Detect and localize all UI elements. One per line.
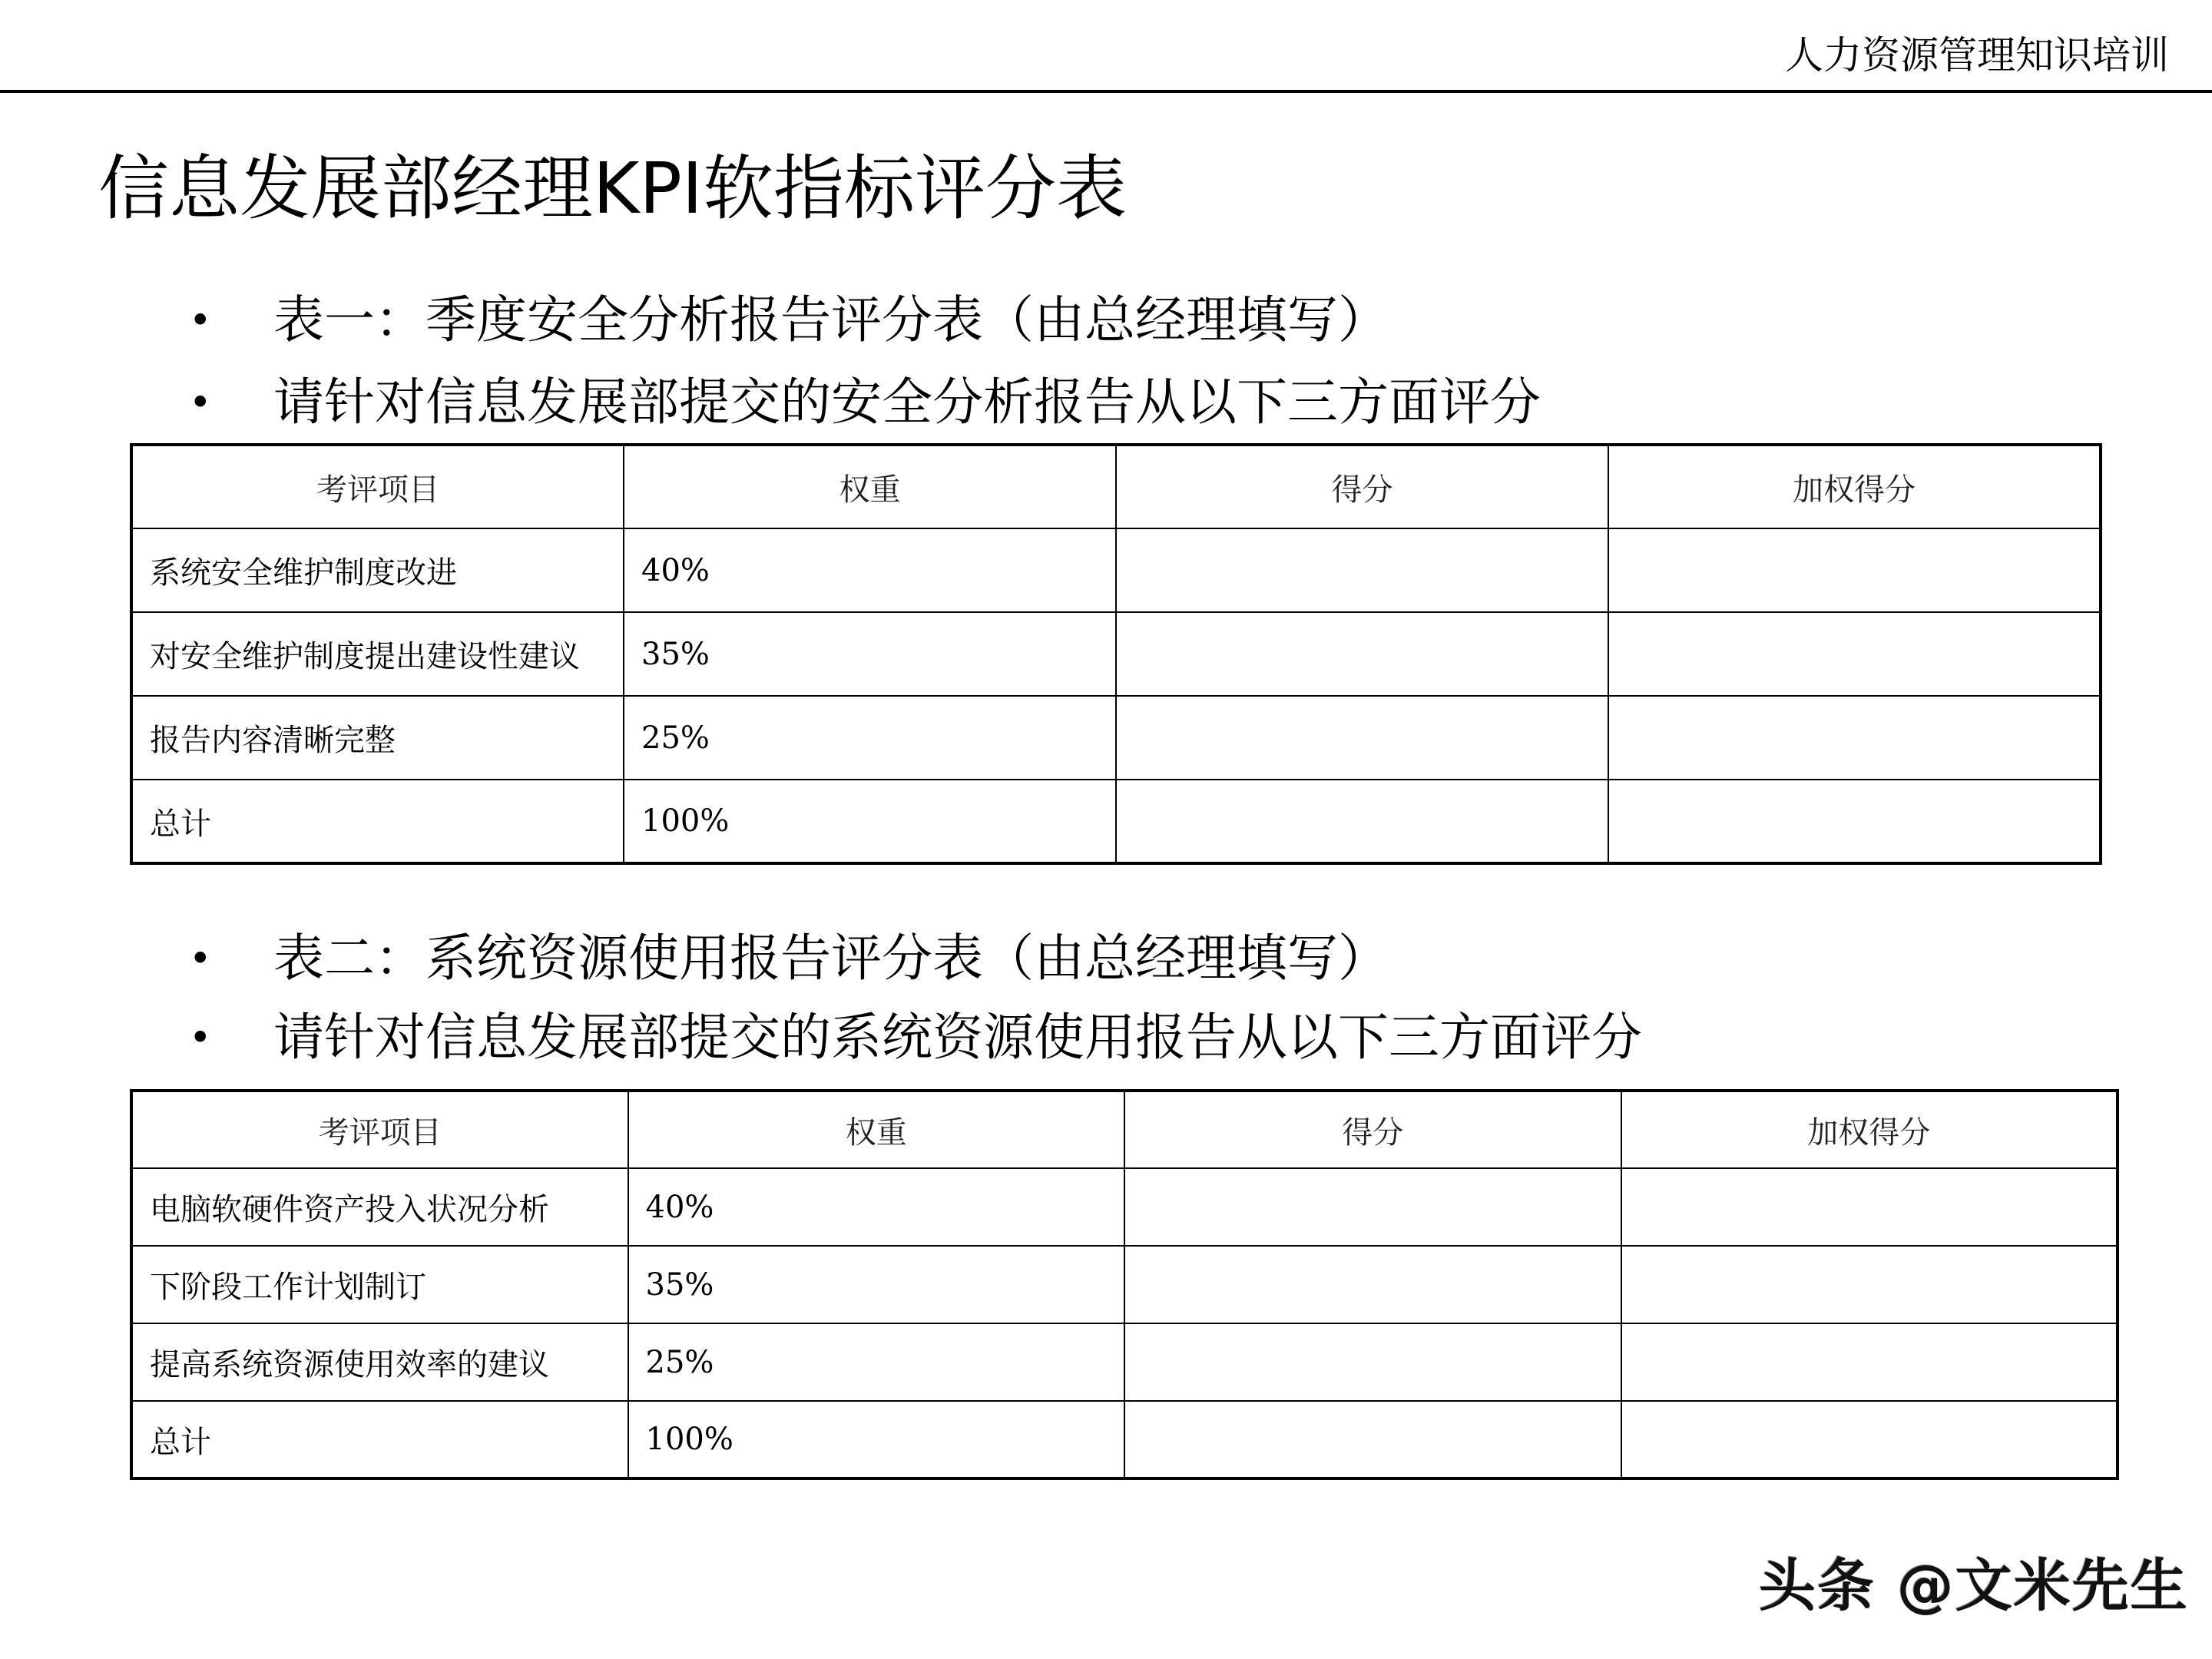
weighted-score-cell[interactable] — [1608, 780, 2101, 863]
item-cell: 提高系统资源使用效率的建议 — [131, 1323, 628, 1401]
score-cell[interactable] — [1124, 1323, 1621, 1401]
table-row — [131, 1323, 2118, 1401]
header-cell: 考评项目 — [131, 1091, 628, 1168]
score-cell[interactable] — [1116, 528, 1608, 612]
weighted-score-cell[interactable] — [1608, 528, 2101, 612]
header-cell: 权重 — [628, 1091, 1125, 1168]
item-cell: 总计 — [131, 1401, 628, 1479]
weighted-score-cell[interactable] — [1608, 696, 2101, 780]
security-report-score-table — [130, 443, 2102, 865]
header-cell: 加权得分 — [1608, 445, 2101, 528]
bullet-item: • 请针对信息发展部提交的安全分析报告从以下三方面评分 — [189, 372, 1541, 432]
score-cell[interactable] — [1116, 612, 1608, 696]
table-header-row — [131, 445, 2101, 528]
item-cell: 对安全维护制度提出建设性建议 — [131, 612, 624, 696]
course-header-title: 人力资源管理知识培训 — [1785, 33, 2169, 78]
weight-cell: 25% — [624, 696, 1116, 780]
header-cell: 得分 — [1116, 445, 1608, 528]
table-row — [131, 696, 2101, 780]
slide-title: 信息发展部经理KPI软指标评分表 — [98, 147, 1127, 230]
resource-report-score-table — [130, 1089, 2119, 1480]
weighted-score-cell[interactable] — [1621, 1246, 2118, 1323]
table-row — [131, 528, 2101, 612]
score-cell[interactable] — [1116, 780, 1608, 863]
bullet-icon: • — [189, 379, 212, 425]
weighted-score-cell[interactable] — [1621, 1323, 2118, 1401]
table-row — [131, 1246, 2118, 1323]
bullet-icon: • — [189, 1015, 212, 1060]
score-cell[interactable] — [1124, 1168, 1621, 1246]
weighted-score-cell[interactable] — [1608, 612, 2101, 696]
table-header-row — [131, 1091, 2118, 1168]
header-cell: 考评项目 — [131, 445, 624, 528]
table-total-row — [131, 1401, 2118, 1479]
weight-cell: 40% — [624, 528, 1116, 612]
weighted-score-cell[interactable] — [1621, 1168, 2118, 1246]
table-row — [131, 612, 2101, 696]
score-cell[interactable] — [1116, 696, 1608, 780]
header-divider — [0, 90, 2212, 93]
header-cell: 权重 — [624, 445, 1116, 528]
bullet-item: • 表一：季度安全分析报告评分表（由总经理填写） — [189, 290, 1389, 349]
weight-cell: 35% — [624, 612, 1116, 696]
item-cell: 电脑软硬件资产投入状况分析 — [131, 1168, 628, 1246]
item-cell: 下阶段工作计划制订 — [131, 1246, 628, 1323]
bullet-item: • 表二：系统资源使用报告评分表（由总经理填写） — [189, 928, 1389, 988]
weighted-score-cell[interactable] — [1621, 1401, 2118, 1479]
weight-cell: 25% — [628, 1323, 1125, 1401]
header-cell: 得分 — [1124, 1091, 1621, 1168]
item-cell: 报告内容清晰完整 — [131, 696, 624, 780]
table-total-row — [131, 780, 2101, 863]
bullet-icon: • — [189, 935, 212, 981]
table-row — [131, 1168, 2118, 1246]
score-cell[interactable] — [1124, 1401, 1621, 1479]
item-cell: 总计 — [131, 780, 624, 863]
weight-cell: 40% — [628, 1168, 1125, 1246]
weight-cell: 100% — [624, 780, 1116, 863]
bullet-icon: • — [189, 297, 212, 343]
score-cell[interactable] — [1124, 1246, 1621, 1323]
bullet-item: • 请针对信息发展部提交的系统资源使用报告从以下三方面评分 — [189, 1007, 1642, 1067]
weight-cell: 35% — [628, 1246, 1125, 1323]
weight-cell: 100% — [628, 1401, 1125, 1479]
item-cell: 系统安全维护制度改进 — [131, 528, 624, 612]
header-cell: 加权得分 — [1621, 1091, 2118, 1168]
watermark: 头条 @文米先生 — [1759, 1553, 2189, 1619]
